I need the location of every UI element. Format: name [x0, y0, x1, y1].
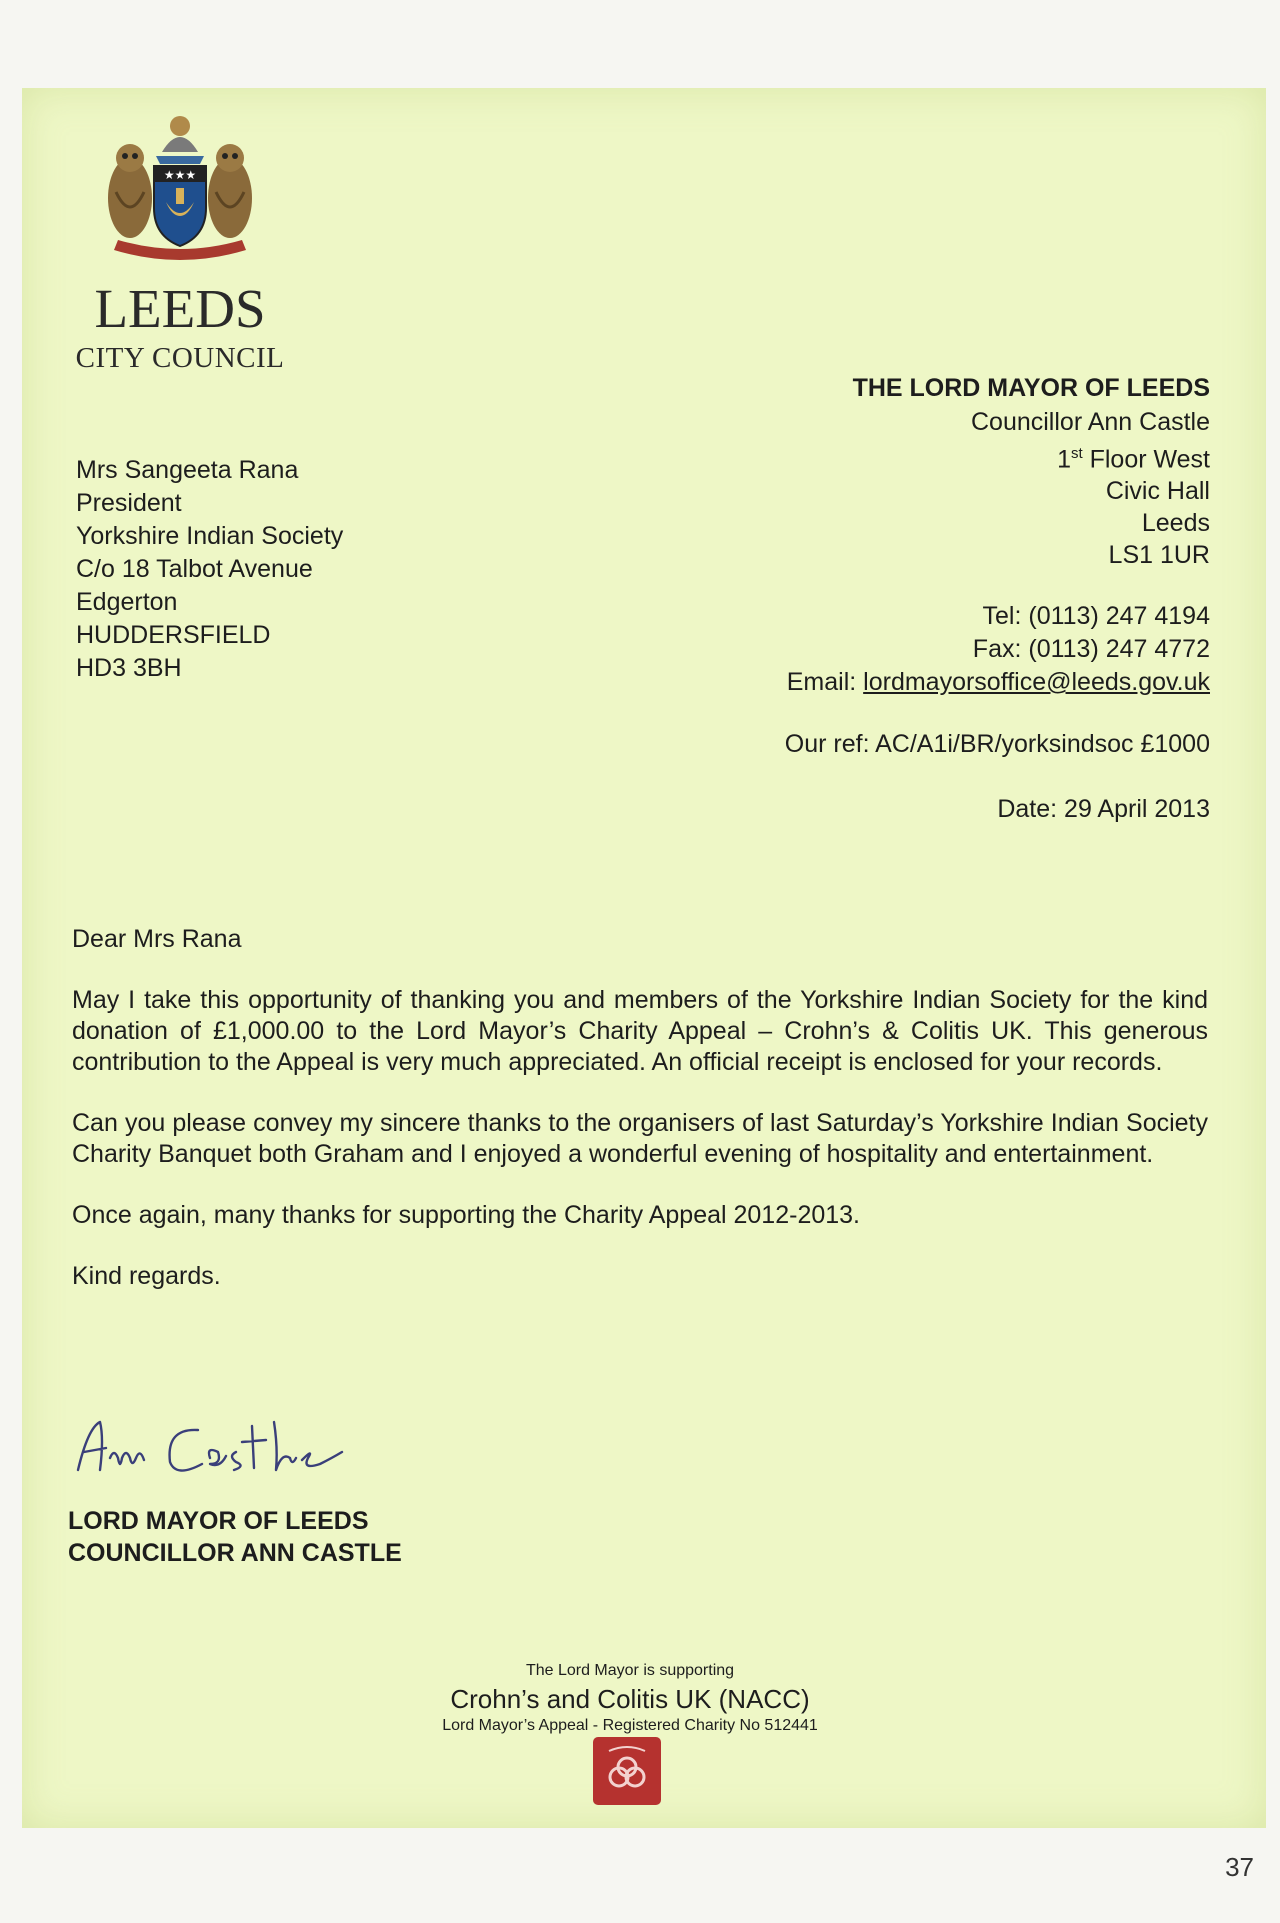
- recipient-line: President: [76, 489, 182, 517]
- handwritten-signature: [70, 1408, 390, 1488]
- sender-building: Civic Hall: [1105, 477, 1210, 506]
- sender-title: THE LORD MAYOR OF LEEDS: [852, 374, 1210, 402]
- recipient-line: Mrs Sangeeta Rana: [76, 456, 299, 484]
- recipient-address: [76, 454, 343, 685]
- sender-city: Leeds: [1141, 509, 1210, 538]
- signoff-name: COUNCILLOR ANN CASTLE: [68, 1539, 402, 1567]
- contact-details: [787, 600, 1210, 699]
- email-label: Email:: [786, 668, 864, 696]
- email-link[interactable]: lordmayorsoffice@leeds.gov.uk: [863, 668, 1210, 696]
- council-subtitle: CITY COUNCIL: [75, 342, 285, 374]
- floor-rest: Floor West: [1082, 445, 1210, 474]
- svg-text:★★★: ★★★: [163, 168, 197, 182]
- charity-footer: [320, 1662, 940, 1735]
- footer-charity-name: Crohn’s and Colitis UK (NACC): [450, 1684, 810, 1714]
- salutation: Dear Mrs Rana: [72, 925, 242, 953]
- recipient-line: Yorkshire Indian Society: [76, 522, 344, 550]
- recipient-line: Edgerton: [76, 588, 178, 616]
- sender-postcode: LS1 1UR: [1108, 541, 1210, 570]
- recipient-line: HUDDERSFIELD: [76, 621, 271, 649]
- signoff-title: LORD MAYOR OF LEEDS: [68, 1507, 369, 1535]
- paragraph-thanks: May I take this opportunity of thanking you and members of the Yorkshire Indian Society for the kind donation of £1,000.00 to the Lord Mayor’s Charity Appeal – Crohn’s & Colitis UK. This generous contribution to the Appeal is very much appreciated. An official receipt is enclosed for your records.: [72, 986, 1208, 1076]
- letter-date: Date: 29 April 2013: [997, 795, 1210, 823]
- contact-fax: Fax: (0113) 247 4772: [972, 635, 1210, 663]
- sender-address: [853, 372, 1210, 571]
- council-name: LEEDS: [94, 278, 266, 339]
- floor-number: 1: [1057, 445, 1071, 474]
- signoff: [68, 1505, 402, 1569]
- recipient-line: HD3 3BH: [76, 654, 182, 682]
- footer-registration: Lord Mayor’s Appeal - Registered Charity No 512441: [442, 1717, 818, 1734]
- leeds-coat-of-arms-icon: [96, 112, 264, 270]
- charity-appeal-logo-icon: [593, 1737, 661, 1805]
- footer-supporting: The Lord Mayor is supporting: [525, 1662, 735, 1679]
- letter-body: [72, 924, 1208, 1322]
- page-number: 37: [1225, 1852, 1254, 1882]
- closing: Kind regards.: [72, 1262, 221, 1290]
- sender-name: Councillor Ann Castle: [970, 408, 1210, 436]
- contact-email-line: [787, 666, 1210, 699]
- sender-floor: [853, 438, 1210, 475]
- paragraph-banquet: Can you please convey my sincere thanks to the organisers of last Saturday’s Yorkshire Indian Society Charity Banquet both Graham and I enjoyed a wonderful evening of hospitality and entertainment.: [72, 1109, 1208, 1168]
- paragraph-appeal: Once again, many thanks for supporting the Charity Appeal 2012-2013.: [72, 1201, 861, 1229]
- contact-tel: Tel: (0113) 247 4194: [982, 602, 1210, 630]
- recipient-line: C/o 18 Talbot Avenue: [76, 555, 313, 583]
- floor-suffix: st: [1070, 445, 1083, 462]
- reference: Our ref: AC/A1i/BR/yorksindsoc £1000: [784, 730, 1210, 758]
